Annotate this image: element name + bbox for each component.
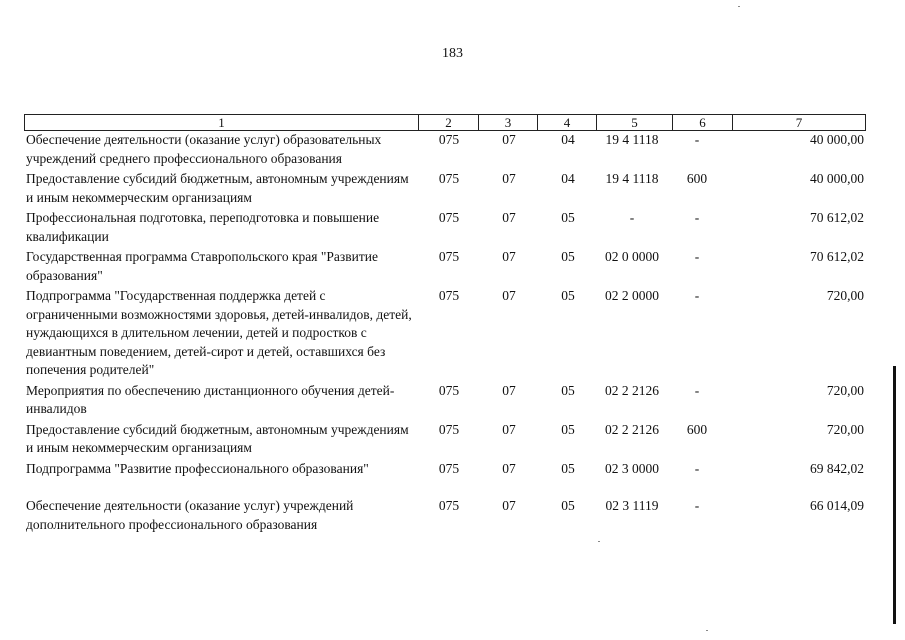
cell-amount: 40 000,00 <box>810 132 864 147</box>
table-row <box>0 497 905 534</box>
cell-section: 07 <box>502 382 516 398</box>
cell-amount: 720,00 <box>826 382 864 398</box>
row-name: Мероприятия по обеспечению дистанционного обучения детей-инвалидов <box>26 382 395 416</box>
scan-speck <box>598 541 600 542</box>
cell-ministry-code: 075 <box>438 288 460 303</box>
cell-target-article: - <box>629 210 635 225</box>
table-row <box>0 421 905 458</box>
table-row <box>0 382 905 419</box>
cell-amount: 70 612,02 <box>810 210 864 225</box>
column-header-4: 4 <box>538 115 597 130</box>
cell-expense-type: 600 <box>686 171 708 186</box>
cell-target-article: 02 0 0000 <box>605 249 659 264</box>
cell-section: 07 <box>502 460 516 476</box>
cell-section: 07 <box>502 498 516 513</box>
column-header-3: 3 <box>479 115 538 130</box>
table-body <box>0 131 905 534</box>
row-name: Обеспечение деятельности (оказание услуг) учреждений дополнительного профессионального образования <box>26 498 354 532</box>
cell-section: 07 <box>502 210 516 225</box>
cell-subsection: 05 <box>561 288 575 303</box>
cell-ministry-code: 075 <box>438 498 460 513</box>
table-row <box>0 248 905 285</box>
cell-expense-type: - <box>694 288 700 303</box>
cell-expense-type: - <box>694 498 700 513</box>
page-number: 183 <box>442 46 463 61</box>
cell-expense-type: 600 <box>686 421 708 437</box>
table-header-row <box>24 114 866 131</box>
table-row <box>0 170 905 207</box>
cell-ministry-code: 075 <box>438 132 460 147</box>
cell-ministry-code: 075 <box>438 210 460 225</box>
cell-expense-type: - <box>694 382 700 398</box>
table-row <box>0 460 905 479</box>
cell-ministry-code: 075 <box>438 460 460 476</box>
cell-subsection: 05 <box>561 249 575 264</box>
cell-subsection: 05 <box>561 460 575 476</box>
column-header-6: 6 <box>673 115 733 130</box>
table-row <box>0 131 905 168</box>
cell-amount: 70 612,02 <box>810 249 864 264</box>
cell-ministry-code: 075 <box>438 249 460 264</box>
cell-subsection: 05 <box>561 210 575 225</box>
cell-subsection: 05 <box>561 382 575 398</box>
table-row <box>0 209 905 246</box>
cell-ministry-code: 075 <box>438 171 460 186</box>
cell-amount: 720,00 <box>826 288 864 303</box>
row-name: Профессиональная подготовка, переподготовка и повышение квалификации <box>26 210 380 244</box>
column-header-7: 7 <box>795 115 803 130</box>
cell-target-article: 02 2 0000 <box>605 288 659 303</box>
column-header-5: 5 <box>597 115 673 130</box>
cell-subsection: 05 <box>561 421 575 437</box>
cell-amount: 40 000,00 <box>810 171 864 186</box>
cell-expense-type: - <box>694 460 700 476</box>
cell-section: 07 <box>502 132 516 147</box>
row-name: Государственная программа Ставропольского края "Развитие образования" <box>26 249 378 283</box>
row-name: Обеспечение деятельности (оказание услуг) образовательных учреждений среднего профессионального образования <box>26 132 382 166</box>
row-name: Подпрограмма "Государственная поддержка детей с ограниченными возможностями здоровья, детей-инвалидов, детей, нуждающихся в длительном лечении, детей и подростков с девиантным поведением, детей-сирот и детей, оставшихся без попечения родителей" <box>26 288 412 377</box>
cell-section: 07 <box>502 249 516 264</box>
column-header-2: 2 <box>419 115 479 130</box>
cell-target-article: 19 4 1118 <box>605 171 659 186</box>
cell-target-article: 02 3 0000 <box>605 460 659 476</box>
row-name: Предоставление субсидий бюджетным, автономным учреждениям и иным некоммерческим организациям <box>26 171 409 205</box>
cell-ministry-code: 075 <box>438 382 460 398</box>
cell-amount: 69 842,02 <box>810 460 864 476</box>
cell-target-article: 19 4 1118 <box>605 132 659 147</box>
cell-section: 07 <box>502 288 516 303</box>
cell-amount: 720,00 <box>826 421 864 437</box>
cell-expense-type: - <box>694 132 700 147</box>
cell-subsection: 04 <box>561 171 575 186</box>
table-row <box>0 287 905 380</box>
column-header-1: 1 <box>25 115 419 130</box>
cell-target-article: 02 2 2126 <box>605 421 659 437</box>
cell-subsection: 05 <box>561 498 575 513</box>
cell-expense-type: - <box>694 210 700 225</box>
scan-speck <box>706 630 708 631</box>
scan-edge-mark <box>893 366 896 624</box>
cell-ministry-code: 075 <box>438 421 460 437</box>
row-name: Предоставление субсидий бюджетным, автономным учреждениям и иным некоммерческим организациям <box>26 421 409 455</box>
cell-section: 07 <box>502 421 516 437</box>
cell-target-article: 02 3 1119 <box>605 498 659 513</box>
cell-section: 07 <box>502 171 516 186</box>
cell-expense-type: - <box>694 249 700 264</box>
cell-amount: 66 014,09 <box>810 498 864 513</box>
scan-speck <box>738 6 740 7</box>
cell-subsection: 04 <box>561 132 575 147</box>
row-name: Подпрограмма "Развитие профессионального образования" <box>26 460 369 476</box>
cell-target-article: 02 2 2126 <box>605 382 659 398</box>
